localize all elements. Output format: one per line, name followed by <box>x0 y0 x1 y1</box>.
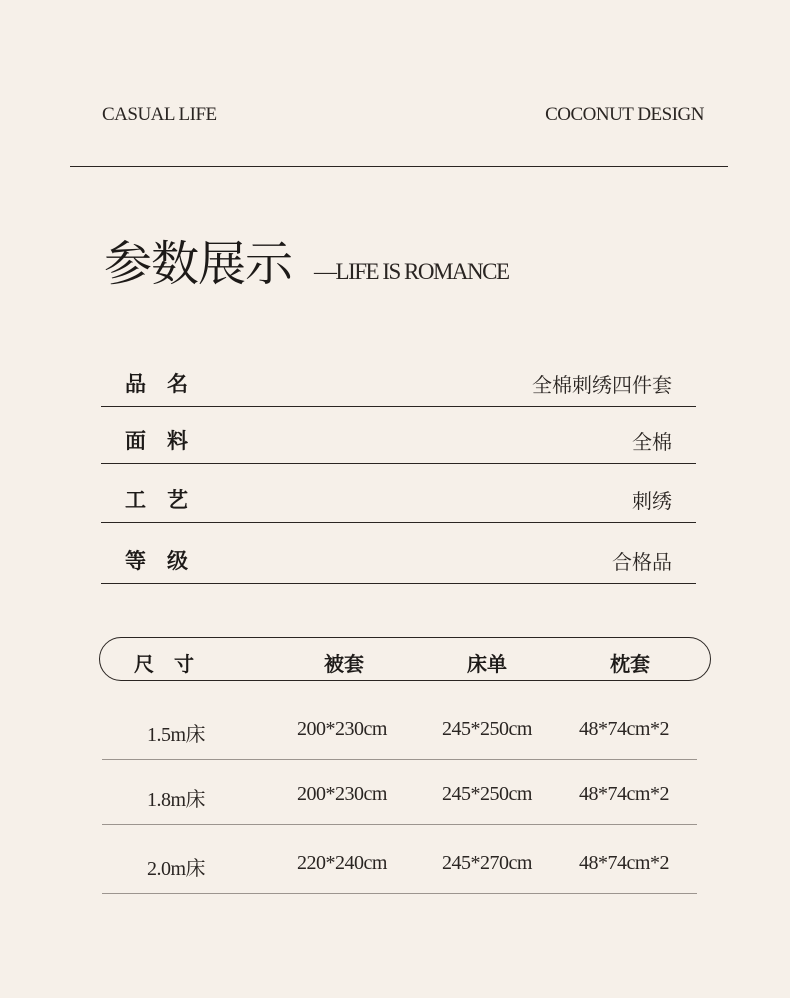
cell-bed-size: 1.5m床 <box>146 724 206 746</box>
param-label: 面 料 <box>125 428 188 453</box>
cell-bed-sheet: 245*250cm <box>442 718 532 740</box>
size-table-header <box>99 637 711 681</box>
param-value: 全棉 <box>632 430 672 454</box>
header-divider <box>70 166 728 167</box>
header-duvet-cover: 被套 <box>324 652 364 676</box>
brand-left: CASUAL LIFE <box>102 104 217 125</box>
cell-bed-sheet: 245*270cm <box>442 852 532 874</box>
parameter-list <box>101 352 696 584</box>
page-subtitle: —LIFE IS ROMANCE <box>314 258 509 284</box>
table-row <box>102 760 697 825</box>
cell-pillowcase: 48*74cm*2 <box>579 783 669 805</box>
param-value: 合格品 <box>612 550 672 574</box>
table-row <box>102 825 697 894</box>
param-value: 刺绣 <box>632 489 672 513</box>
param-label: 等 级 <box>125 548 188 573</box>
size-table-body <box>102 695 697 894</box>
table-row <box>102 695 697 760</box>
cell-bed-size: 2.0m床 <box>146 858 206 880</box>
page-title: 参数展示 <box>104 236 293 292</box>
header-pillowcase: 枕套 <box>610 652 650 676</box>
cell-duvet-cover: 200*230cm <box>297 718 387 740</box>
cell-pillowcase: 48*74cm*2 <box>579 852 669 874</box>
title-block <box>104 238 509 291</box>
cell-bed-sheet: 245*250cm <box>442 783 532 805</box>
cell-duvet-cover: 220*240cm <box>297 852 387 874</box>
header-bed-sheet: 床单 <box>467 652 507 676</box>
param-row-craft <box>101 464 696 523</box>
param-row-fabric <box>101 407 696 464</box>
param-row-grade <box>101 523 696 584</box>
header-size: 尺 寸 <box>134 652 194 676</box>
cell-bed-size: 1.8m床 <box>146 789 206 811</box>
param-row-name <box>101 352 696 407</box>
param-value: 全棉刺绣四件套 <box>532 373 672 397</box>
cell-duvet-cover: 200*230cm <box>297 783 387 805</box>
param-label: 工 艺 <box>125 487 188 512</box>
cell-pillowcase: 48*74cm*2 <box>579 718 669 740</box>
brand-right: COCONUT DESIGN <box>545 104 704 125</box>
param-label: 品 名 <box>125 371 188 396</box>
